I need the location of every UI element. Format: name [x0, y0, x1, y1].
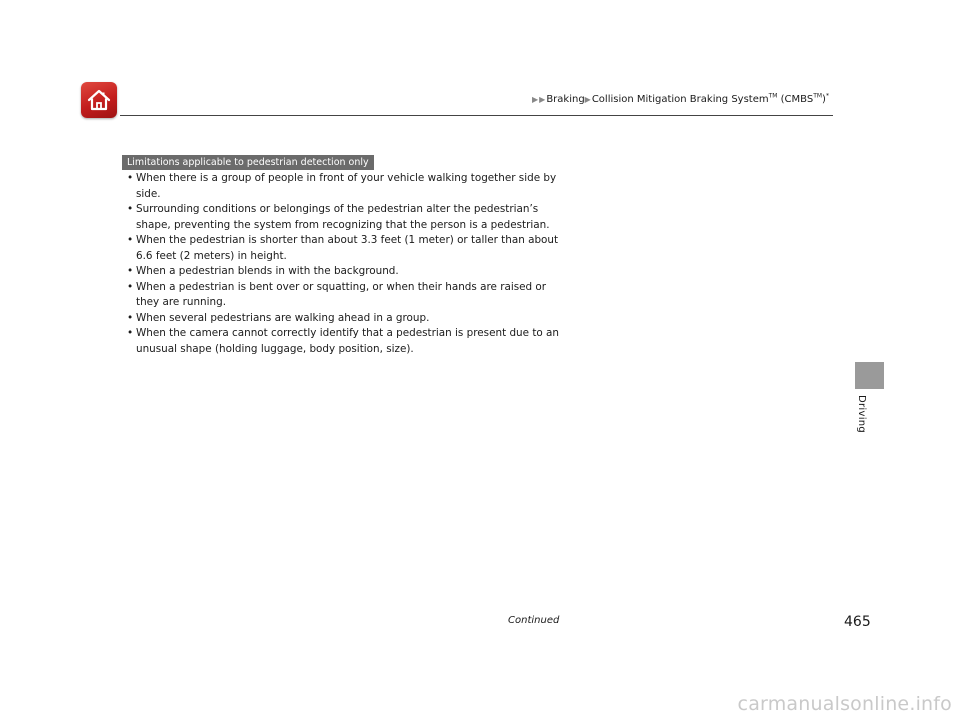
- continued-label: Continued: [508, 615, 560, 626]
- list-item: • When there is a group of people in front of your vehicle walking together side by side.: [127, 172, 557, 200]
- home-button[interactable]: [81, 82, 117, 118]
- header-divider: [120, 115, 833, 116]
- list-item: • When the camera cannot correctly identify that a pedestrian is present due to an unusual shape (holding luggage, body position, size).: [127, 327, 560, 355]
- chapter-label: Driving: [856, 395, 867, 434]
- page-number: 465: [844, 614, 871, 630]
- list-item: • Surrounding conditions or belongings of the pedestrian alter the pedestrian’s shape, preventing the system from recognizing that the person is a pedestrian.: [127, 203, 550, 231]
- list-item: • When several pedestrians are walking ahead in a group.: [127, 311, 430, 324]
- list-item: • When a pedestrian is bent over or squatting, or when their hands are raised or they are running.: [127, 280, 547, 308]
- section-tag: Limitations applicable to pedestrian detection only: [122, 155, 374, 170]
- watermark: carmanualsonline.info: [737, 693, 952, 715]
- breadcrumb-arrow-icon: ▶: [532, 95, 539, 104]
- list-item: • When a pedestrian blends in with the background.: [127, 265, 399, 277]
- breadcrumb: [532, 94, 829, 105]
- breadcrumb-arrow-icon: ▶: [584, 95, 591, 104]
- home-icon: [86, 87, 112, 113]
- breadcrumb-cmbs-link[interactable]: Collision Mitigation Braking System™ (CMBS™)*: [591, 92, 829, 105]
- list-item: • When the pedestrian is shorter than about 3.3 feet (1 meter) or taller than about 6.6 feet (2 meters) in height.: [127, 234, 559, 262]
- chapter-tab[interactable]: [855, 362, 884, 389]
- breadcrumb-arrow-icon: ▶: [539, 95, 546, 104]
- bullet-list: [127, 171, 567, 357]
- breadcrumb-braking-link[interactable]: Braking: [546, 94, 585, 105]
